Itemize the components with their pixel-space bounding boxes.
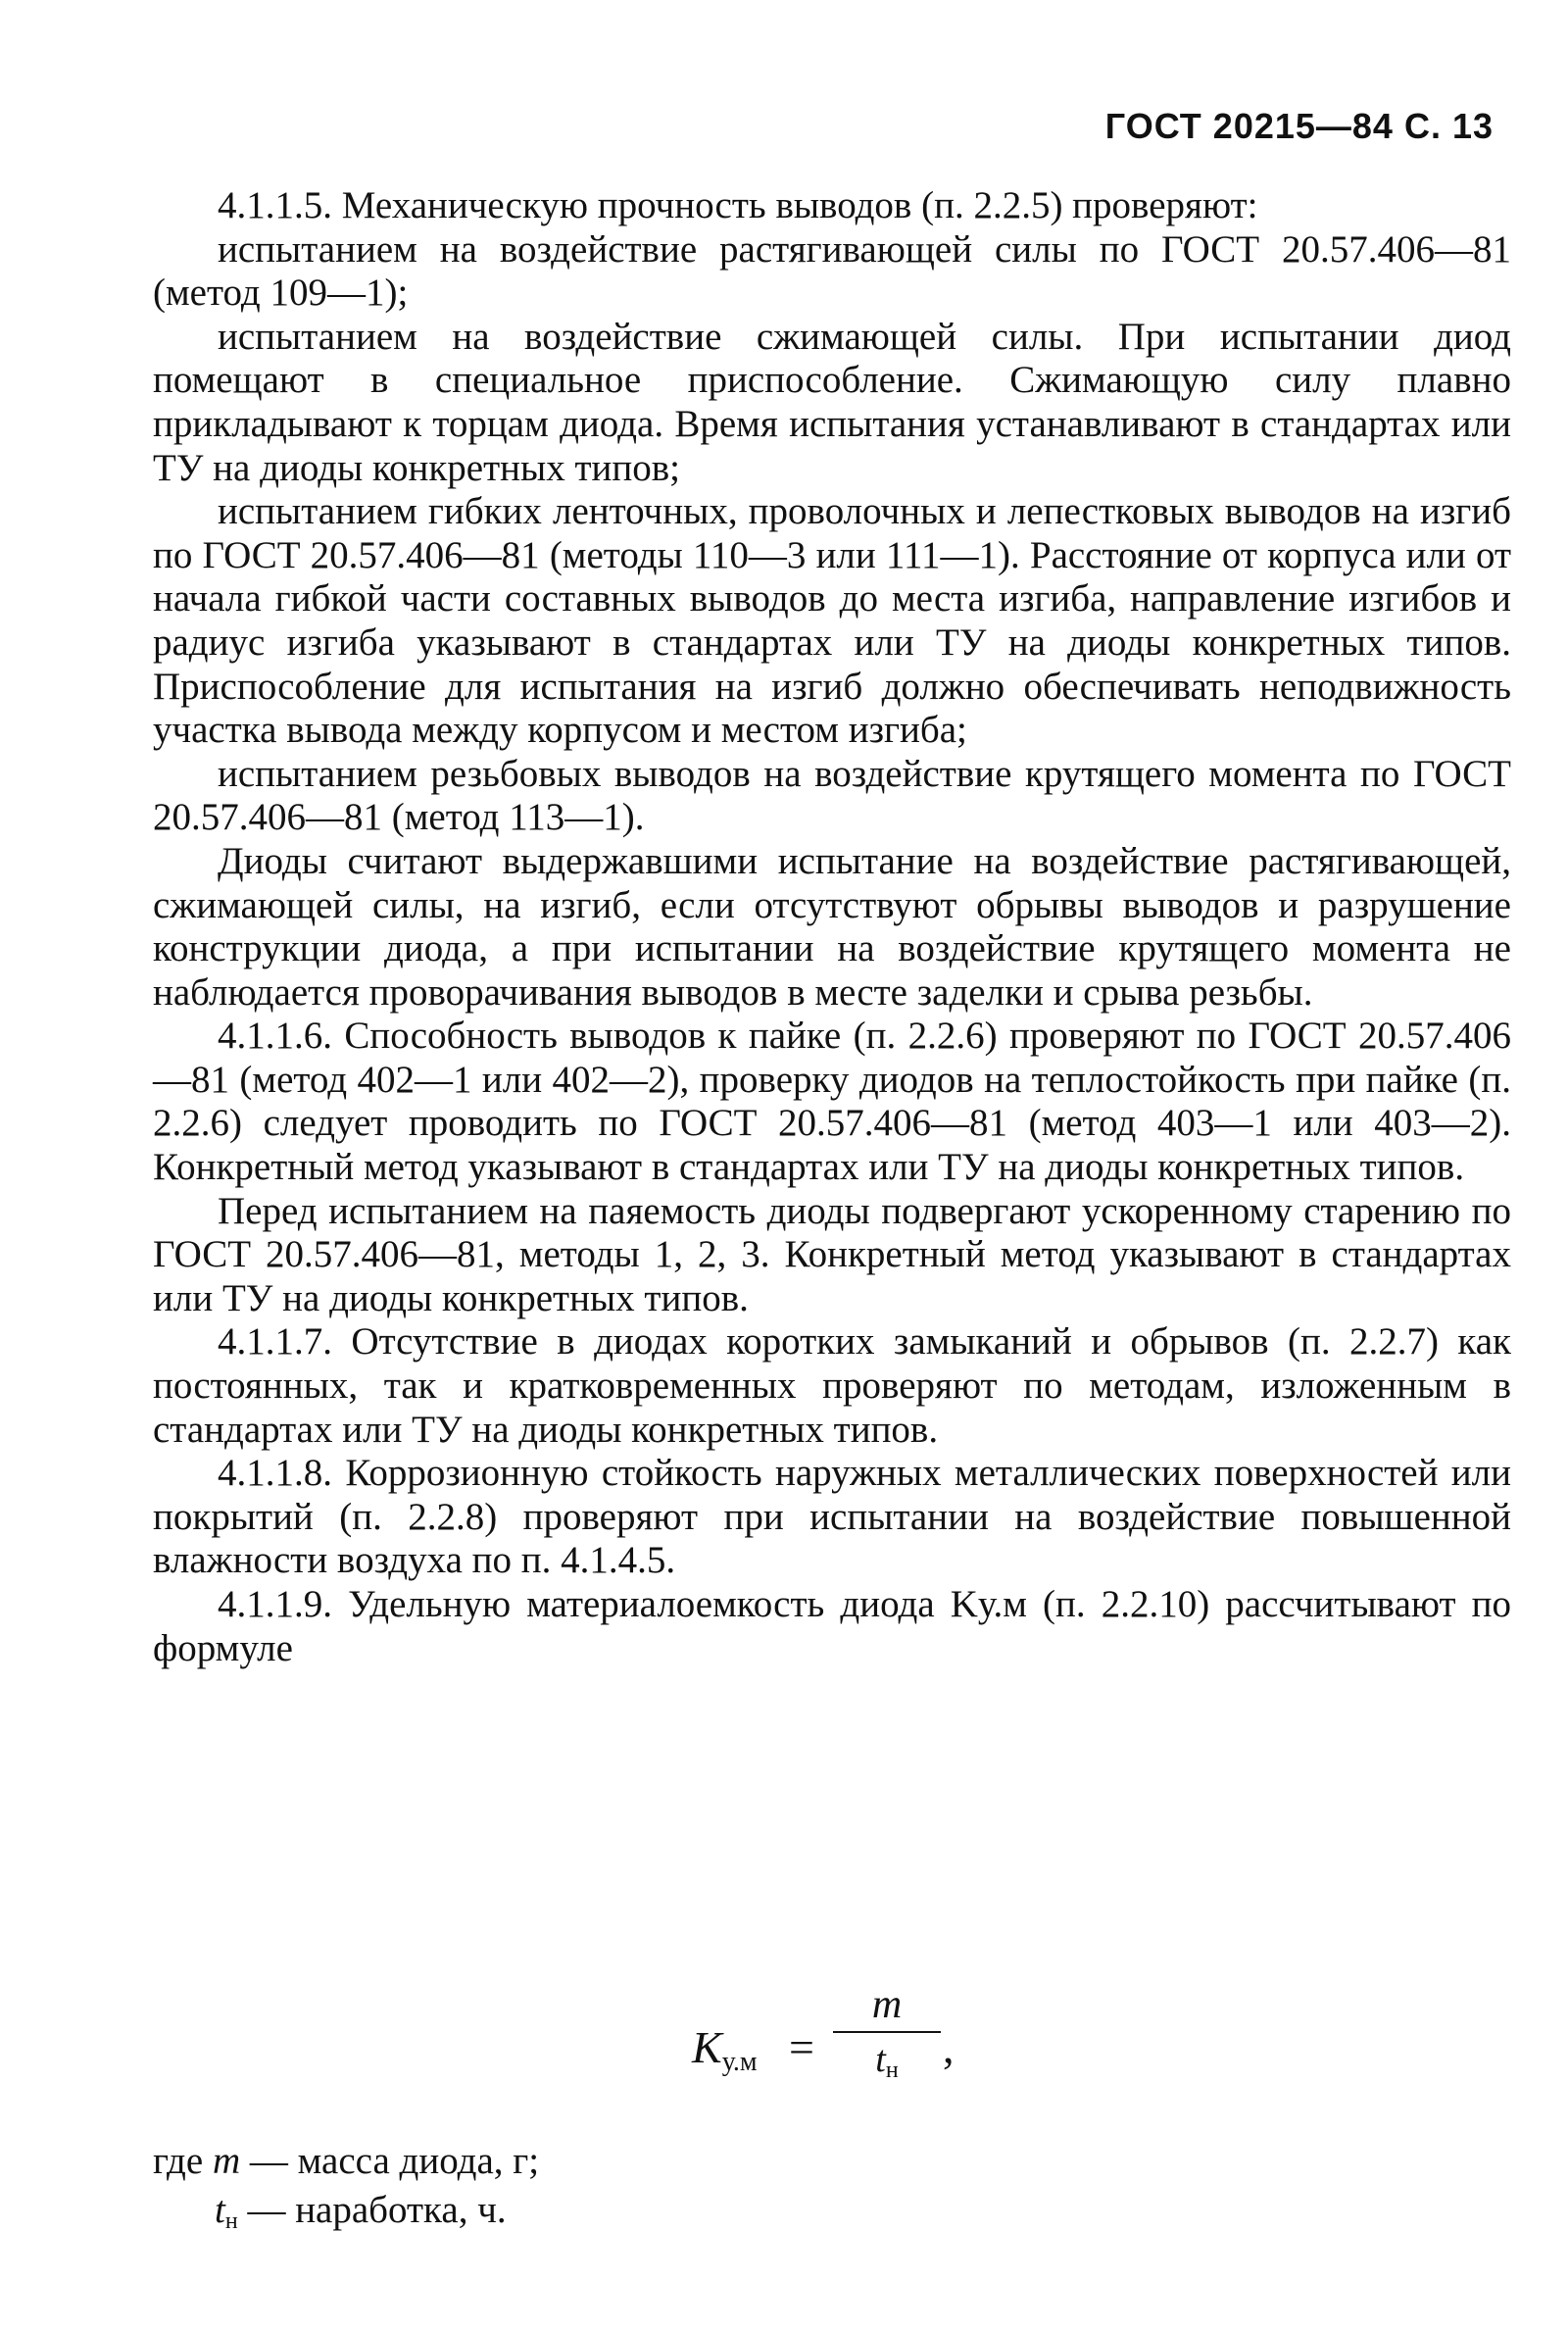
paragraph: 4.1.1.5. Механическую прочность выводов (п. 2.2.5) проверяют: [218, 184, 1258, 226]
t-symbol: t [215, 2189, 225, 2231]
page-header: ГОСТ 20215—84 С. 13 [1104, 106, 1494, 146]
formula-denominator-subscript: н [885, 2058, 899, 2083]
formula-numerator: m [871, 1982, 903, 2027]
formula-lhs [692, 2021, 758, 2078]
paragraph: 4.1.1.9. Удельную материалоемкость диода Kу.м (п. 2.2.10) рассчитывают по формуле [153, 1583, 1511, 1669]
m-description: — масса диода, г; [240, 2140, 540, 2182]
paragraph: 4.1.1.8. Коррозионную стойкость наружных металлических поверхностей или покрытий (п. 2.2.8) проверяют при испытании на воздействие повышенной влажности воздуха по п. 4.1.4.5. [153, 1452, 1511, 1582]
formula-equals: = [789, 2022, 814, 2072]
m-symbol: m [212, 2140, 241, 2182]
definition-t [153, 2186, 539, 2246]
formula-fraction [833, 1980, 941, 2093]
paragraph: 4.1.1.6. Способность выводов к пайке (п. 2.2.6) проверяют по ГОСТ 20.57.406—81 (метод 402—1 или 402—2), проверку диодов на теплостойкость при пайке (п. 2.2.6) следует проводить по ГОСТ 20.57.406—81 (метод 403—1 или 403—2). Конкретный метод указывают в стандартах или ТУ на диоды конкретных типов. [153, 1015, 1511, 1189]
where-intro: где [153, 2140, 204, 2182]
body-text [153, 184, 1511, 1670]
formula-denominator-symbol: t [875, 2039, 886, 2080]
definition-m [153, 2137, 539, 2186]
t-description: — наработка, ч. [237, 2189, 507, 2231]
paragraph: испытанием на воздействие сжимающей силы. При испытании диод помещают в специальное приспособление. Сжимающую силу плавно прикладывают к торцам диода. Время испытания устанавливают в стандартах или ТУ на диоды конкретных типов; [153, 315, 1511, 489]
formula-lhs-subscript: у.м [721, 2047, 758, 2077]
paragraph: испытанием гибких ленточных, проволочных и лепестковых выводов на изгиб по ГОСТ 20.57.406—81 (методы 110—3 или 111—1). Расстояние от корпуса или от начала гибкой части составных выводов до места изгиба, направление изгибов и радиус изгиба указывают в стандартах или ТУ на диоды конкретных типов. Приспособление для испытания на изгиб должно обеспечивать неподвижность участка вывода между корпусом и местом изгиба; [153, 490, 1511, 752]
fraction-bar [833, 2031, 941, 2033]
paragraph: 4.1.1.7. Отсутствие в диодах коротких замыканий и обрывов (п. 2.2.7) как постоянных, так и кратковременных проверяют по методам, изложенным в стандартах или ТУ на диоды конкретных типов. [153, 1320, 1511, 1451]
formula-denominator [833, 2037, 941, 2093]
formula [0, 1980, 1568, 2108]
formula-trailing: , [943, 2022, 955, 2072]
formula-lhs-symbol: K [692, 2022, 722, 2072]
paragraph: испытанием резьбовых выводов на воздействие крутящего момента по ГОСТ 20.57.406—81 (метод 113—1). [153, 752, 1511, 839]
t-subscript: н [224, 2208, 238, 2234]
paragraph: Диоды считают выдержавшими испытание на воздействие растягивающей, сжимающей силы, на изгиб, если отсутствуют обрывы выводов и разрушение конструкции диода, а при испытании на воздействие крутящего момента не наблюдается проворачивания выводов в месте заделки и срыва резьбы. [153, 839, 1511, 1014]
paragraph: испытанием на воздействие растягивающей силы по ГОСТ 20.57.406—81 (метод 109—1); [153, 227, 1511, 315]
variable-definitions [153, 2137, 539, 2246]
paragraph: Перед испытанием на паяемость диоды подвергают ускоренному старению по ГОСТ 20.57.406—81, методы 1, 2, 3. Конкретный метод указывают в стандартах или ТУ на диоды конкретных типов. [153, 1189, 1511, 1319]
